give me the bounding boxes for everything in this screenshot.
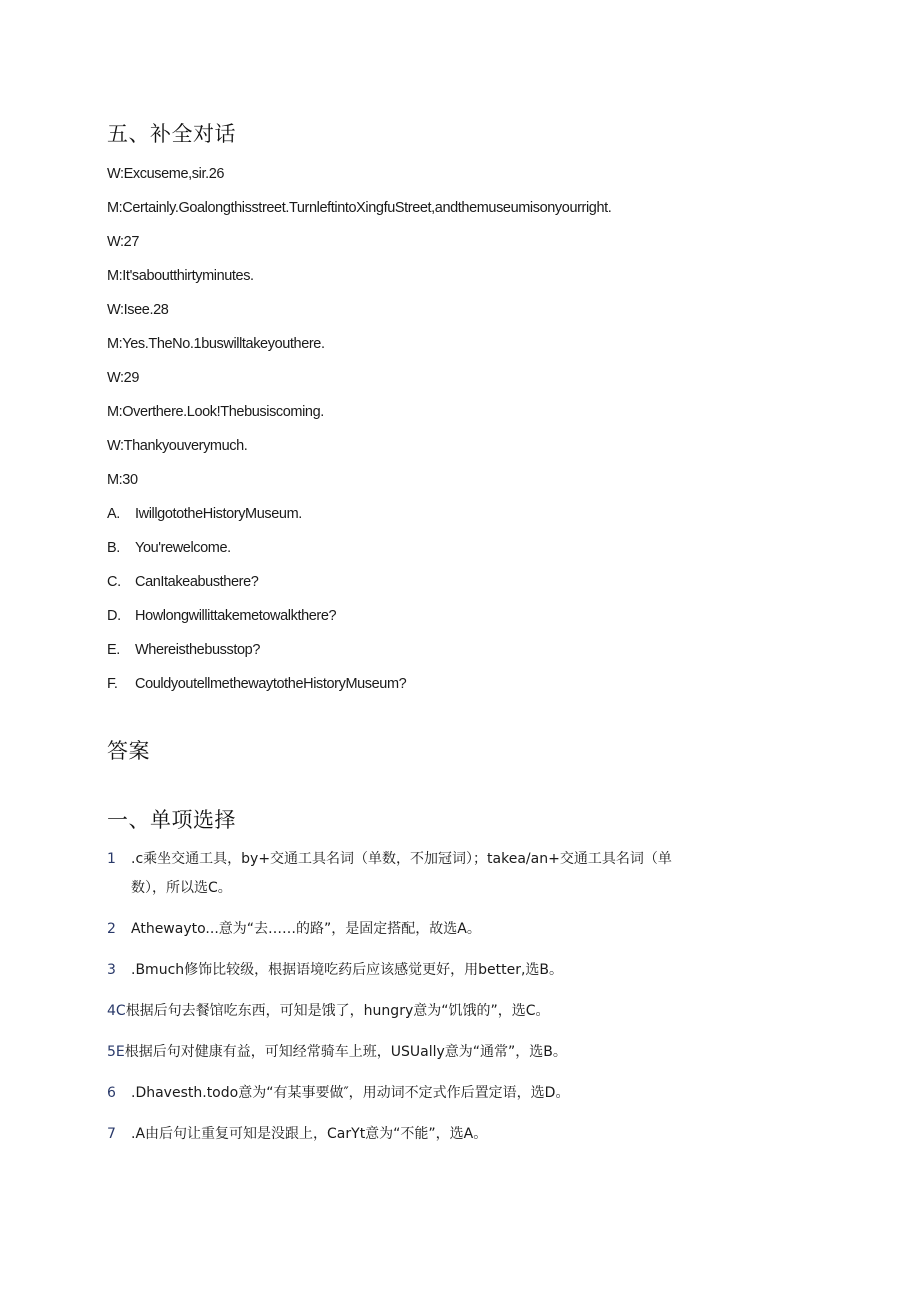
option-letter: B. [107,540,120,556]
answer-number: 4C [107,1003,126,1019]
answer-number: 1 [107,851,116,867]
answer-item [107,1123,487,1143]
answer-continuation: 数），所以选C。 [131,880,232,896]
option-text: Howlongwillittakemetowalkthere? [135,608,337,624]
option-d [107,608,336,624]
answer-text: .c乘坐交通工具，by+交通工具名词（单数，不加冠词）；takea/an+交通工具名词（单 [131,851,672,867]
dialogue-line: M:Certainly.Goalongthisstreet.TurnleftintoXingfuStreet,andthemuseumisonyourright. [107,200,612,216]
answer-number: 5E [107,1044,125,1060]
answer-item [107,848,672,868]
option-letter: C. [107,574,121,590]
answer-item [107,1082,569,1102]
dialogue-line: W:29 [107,370,139,386]
answer-text: 根据后句对健康有益，可知经常骑车上班，USUally意为“通常”，选B。 [124,1044,567,1060]
option-text: Whereisthebusstop? [135,642,260,658]
answer-item [107,1041,567,1061]
dialogue-line: M:It'saboutthirtyminutes. [107,268,254,284]
answer-text: .Bmuch修饰比较级，根据语境吃药后应该感觉更好，用better,选B。 [131,962,564,978]
option-letter: E. [107,642,120,658]
answer-item [107,918,481,938]
option-b [107,540,231,556]
option-a [107,506,302,522]
answer-text: .Dhavesth.todo意为“有某事要做″，用动词不定式作后置定语，选D。 [131,1085,570,1101]
dialogue-line: M:Yes.TheNo.1buswilltakeyouthere. [107,336,325,352]
section-5-title: 五、补全对话 [107,122,236,146]
option-text: CouldyoutellmethewaytotheHistoryMuseum? [135,676,407,692]
option-e [107,642,260,658]
answer-text: .A由后句让重复可知是没跟上，CarYt意为“不能”，选A。 [131,1126,488,1142]
dialogue-line: M:30 [107,472,138,488]
answer-item [107,959,563,979]
answer-text: 根据后句去餐馆吃东西，可知是饿了，hungry意为“饥饿的”，选C。 [125,1003,550,1019]
option-letter: D. [107,608,121,624]
answer-number: 7 [107,1126,116,1142]
section-1-title: 一、单项选择 [107,808,236,832]
option-letter: F. [107,676,118,692]
answers-title: 答案 [107,739,150,763]
answer-number: 6 [107,1085,116,1101]
dialogue-line: W:27 [107,234,139,250]
dialogue-line: W:Excuseme,sir.26 [107,166,225,182]
option-f [107,676,406,692]
option-text: IwillgototheHistoryMuseum. [135,506,302,522]
dialogue-line: M:Overthere.Look!Thebusiscoming. [107,404,324,420]
option-c [107,574,258,590]
answer-text: Athewayto...意为“去……的路”，是固定搭配，故选A。 [131,921,481,937]
answer-number: 3 [107,962,116,978]
option-text: You'rewelcome. [135,540,231,556]
answer-item [107,1000,550,1020]
dialogue-line: W:Isee.28 [107,302,169,318]
dialogue-line: W:Thankyouverymuch. [107,438,248,454]
option-text: CanItakeabusthere? [135,574,259,590]
option-letter: A. [107,506,120,522]
answer-number: 2 [107,921,116,937]
